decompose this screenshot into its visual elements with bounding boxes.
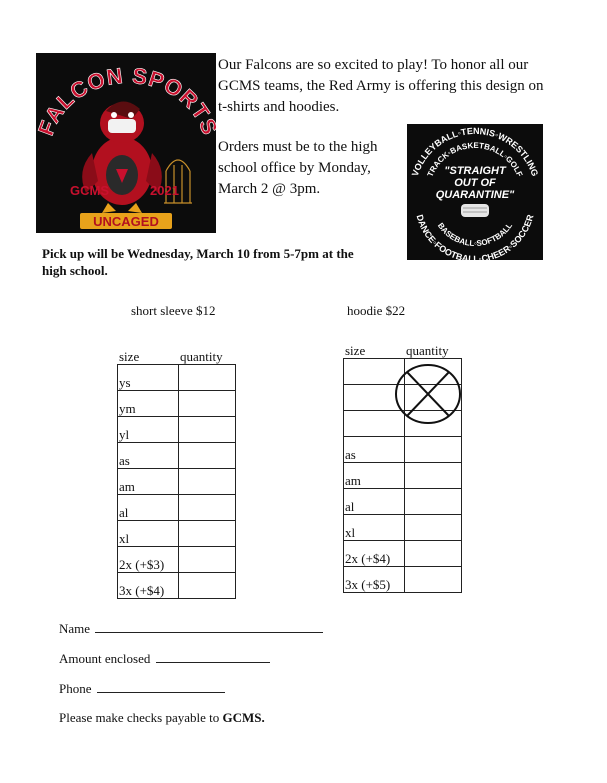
center-line-3: QUARANTINE" — [435, 189, 515, 201]
short-sleeve-size-cell: xl — [118, 521, 179, 547]
hoodie-size-cell: 2x (+$4) — [344, 541, 405, 567]
short-sleeve-quantity-cell[interactable] — [179, 573, 236, 599]
hoodie-row — [344, 463, 462, 489]
straight-out-of-quarantine-logo — [407, 124, 543, 260]
not-available-x-icon — [393, 362, 463, 426]
center-line-2: OUT OF — [454, 177, 496, 189]
name-blank[interactable] — [95, 620, 323, 633]
short-sleeve-quantity-cell[interactable] — [179, 417, 236, 443]
hoodie-quantity-cell[interactable] — [405, 515, 462, 541]
ring-top-text: VOLLEYBALL◦TENNIS◦WRESTLING — [409, 125, 541, 178]
short-sleeve-size-header: size — [119, 349, 140, 364]
hoodie-row — [344, 489, 462, 515]
intro-paragraph: Our Falcons are so excited to play! To honor all our GCMS teams, the Red Army is offering this design on t-shirts and hoodies. — [218, 57, 544, 115]
hoodie-row — [344, 541, 462, 567]
short-sleeve-quantity-cell[interactable] — [179, 547, 236, 573]
hoodie-row — [344, 567, 462, 593]
checks-prefix: Please make checks payable to — [59, 710, 223, 725]
short-sleeve-row — [118, 443, 236, 469]
short-sleeve-row — [118, 573, 236, 599]
phone-line — [59, 680, 225, 697]
hoodie-size-cell: xl — [344, 515, 405, 541]
short-sleeve-order-table — [117, 364, 236, 599]
svg-text:BASEBALL◦SOFTBALL — [436, 221, 514, 248]
short-sleeve-quantity-cell[interactable] — [179, 495, 236, 521]
hoodie-size-cell: 3x (+$5) — [344, 567, 405, 593]
short-sleeve-quantity-header: quantity — [180, 349, 223, 364]
hoodie-quantity-header: quantity — [406, 343, 449, 358]
hoodie-size-cell: am — [344, 463, 405, 489]
amount-label: Amount enclosed — [59, 651, 151, 666]
hoodie-quantity-cell[interactable] — [405, 463, 462, 489]
hoodie-row — [344, 515, 462, 541]
short-sleeve-size-cell: 2x (+$3) — [118, 547, 179, 573]
short-sleeve-title: short sleeve $12 — [131, 303, 216, 318]
hoodie-quantity-cell[interactable] — [405, 437, 462, 463]
hoodie-size-cell: as — [344, 437, 405, 463]
logo-year-text: 2021 — [150, 183, 179, 198]
hoodie-size-cell: al — [344, 489, 405, 515]
short-sleeve-row — [118, 521, 236, 547]
amount-blank[interactable] — [156, 650, 270, 663]
orders-deadline-text: Orders must be to the high school office by Monday, March 2 @ 3pm. — [218, 139, 378, 197]
phone-blank[interactable] — [97, 680, 225, 693]
amount-line — [59, 650, 270, 667]
short-sleeve-row — [118, 391, 236, 417]
short-sleeve-row — [118, 469, 236, 495]
short-sleeve-quantity-cell[interactable] — [179, 443, 236, 469]
short-sleeve-quantity-cell[interactable] — [179, 391, 236, 417]
short-sleeve-size-cell: am — [118, 469, 179, 495]
hoodie-size-header: size — [345, 343, 366, 358]
logo-tagline: UNCAGED — [93, 214, 159, 229]
short-sleeve-quantity-cell[interactable] — [179, 521, 236, 547]
short-sleeve-size-cell: yl — [118, 417, 179, 443]
logo-arc-text: ALCON SPORT — [39, 62, 216, 128]
short-sleeve-size-cell: ym — [118, 391, 179, 417]
face-mask-icon — [461, 204, 489, 217]
pickup-notice: Pick up will be Wednesday, March 10 from 5-7pm at the high school. — [42, 246, 354, 278]
falcon-sports-logo — [36, 53, 216, 233]
hoodie-title: hoodie $22 — [347, 303, 406, 318]
short-sleeve-row — [118, 365, 236, 391]
short-sleeve-row — [118, 547, 236, 573]
checks-payee: GCMS. — [222, 710, 265, 725]
short-sleeve-quantity-cell[interactable] — [179, 469, 236, 495]
hoodie-quantity-cell[interactable] — [405, 567, 462, 593]
short-sleeve-size-cell: as — [118, 443, 179, 469]
ring-bottom-inner-text: BASEBALL◦SOFTBALL — [435, 221, 515, 249]
checks-payable-text — [59, 710, 265, 726]
short-sleeve-size-cell: 3x (+$4) — [118, 573, 179, 599]
mask-icon — [108, 119, 136, 133]
short-sleeve-row — [118, 495, 236, 521]
short-sleeve-size-cell: ys — [118, 365, 179, 391]
hoodie-quantity-cell[interactable] — [405, 541, 462, 567]
svg-text:DANCE◦FOOTBALL◦CHEER◦SOCCER — [415, 213, 536, 260]
name-label: Name — [59, 621, 91, 636]
ring-inner-text: TRACK◦BASKETBALL◦GOLF — [425, 140, 525, 179]
phone-label: Phone — [59, 681, 92, 696]
short-sleeve-size-cell: al — [118, 495, 179, 521]
name-line — [59, 620, 323, 637]
short-sleeve-row — [118, 417, 236, 443]
short-sleeve-quantity-cell[interactable] — [179, 365, 236, 391]
hoodie-row — [344, 437, 462, 463]
center-line-1: "STRAIGHT — [444, 165, 506, 177]
ring-bottom-text: DANCE◦FOOTBALL◦CHEER◦SOCCER — [414, 213, 536, 260]
hoodie-quantity-cell[interactable] — [405, 489, 462, 515]
logo-team-text: GCMS — [70, 183, 109, 198]
